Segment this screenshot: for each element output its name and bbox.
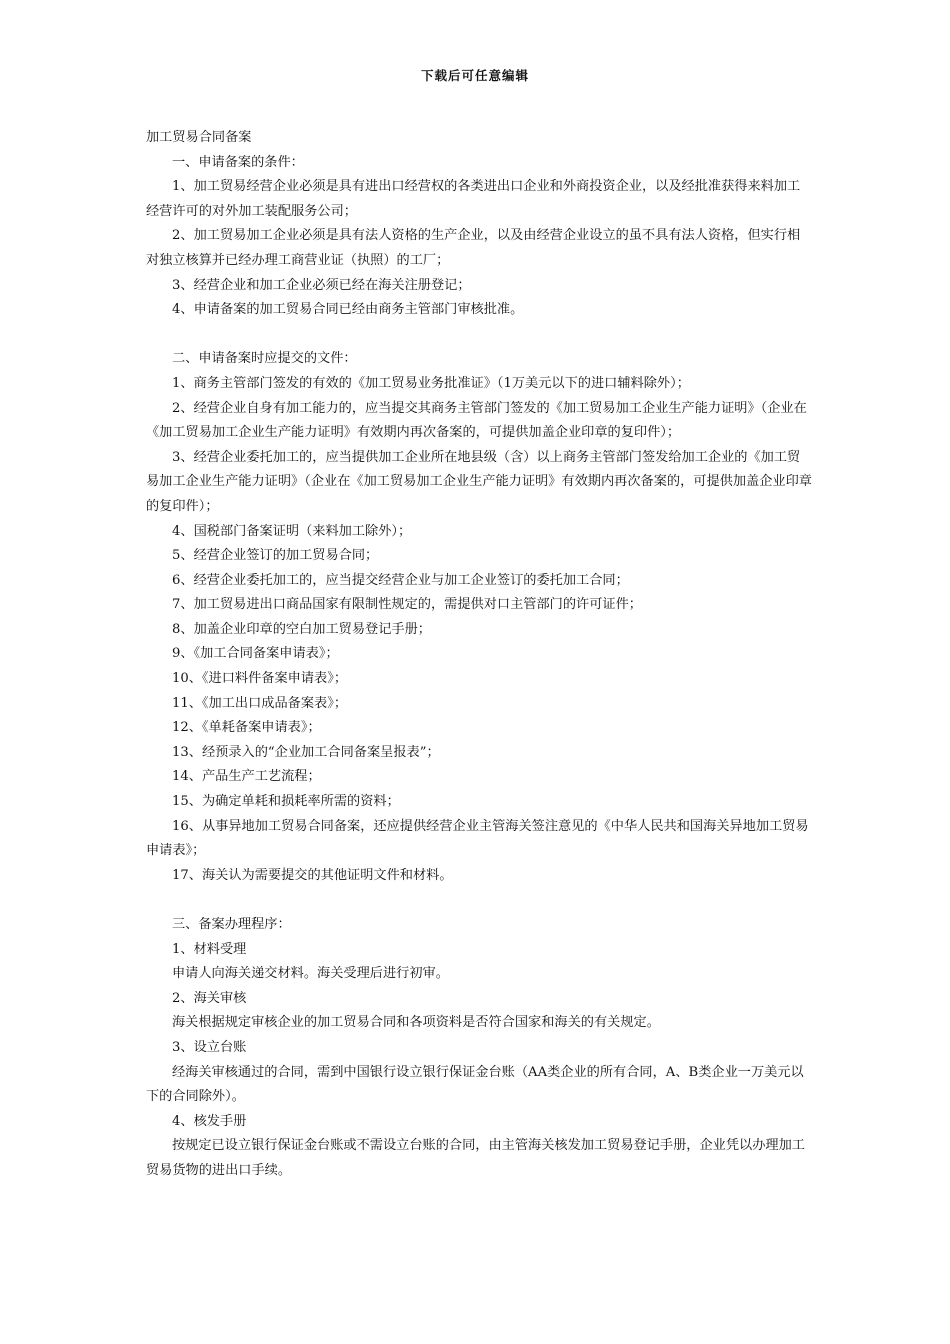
section-2-item: 2、经营企业自身有加工能力的，应当提交其商务主管部门签发的《加工贸易加工企业生产能力证明》（企业在《加工贸易加工企业生产能力证明》有效期内再次备案的，可提供加盖企业印章的复印件）； xyxy=(146,400,807,441)
section-2-item: 4、国税部门备案证明（来料加工除外）； xyxy=(172,523,412,539)
section-2-item: 9、《加工合同备案申请表》； xyxy=(172,646,339,662)
download-note: 下载后可任意编辑 xyxy=(420,68,529,83)
step-4-text: 按规定已设立银行保证金台账或不需设立台账的合同，由主管海关核发加工贸易登记手册，企业凭以办理加工贸易货物的进出口手续。 xyxy=(146,1138,805,1178)
section-2-item: 6、经营企业委托加工的，应当提交经营企业与加工企业签订的委托加工合同； xyxy=(172,572,629,588)
section-2-item: 13、经预录入的“企业加工合同备案呈报表”； xyxy=(172,744,440,760)
section-2-item: 7、加工贸易进出口商品国家有限制性规定的，需提供对口主管部门的许可证件； xyxy=(172,597,642,613)
section-2-item: 15、为确定单耗和损耗率所需的资料； xyxy=(172,794,400,810)
step-1-text: 申请人向海关递交材料。海关受理后进行初审。 xyxy=(172,966,449,982)
section-spacer xyxy=(146,323,812,348)
step-1-title: 1、材料受理 xyxy=(172,941,247,957)
section-2-item: 14、产品生产工艺流程； xyxy=(172,769,321,785)
section-2-item: 12、《单耗备案申请表》； xyxy=(172,720,321,736)
step-4-title: 4、核发手册 xyxy=(172,1113,247,1129)
step-2-title: 2、海关审核 xyxy=(172,990,247,1006)
section-1-item: 1、加工贸易经营企业必须是具有进出口经营权的各类进出口企业和外商投资企业，以及经批准获得来料加工经营许可的对外加工装配服务公司； xyxy=(146,179,801,219)
section-spacer xyxy=(146,888,812,913)
section-2-item: 3、经营企业委托加工的，应当提供加工企业所在地县级（含）以上商务主管部门签发给加工企业的《加工贸易加工企业生产能力证明》（企业在《加工贸易加工企业生产能力证明》有效期内再次备案的，可提供加盖企业印章的复印件）； xyxy=(146,449,812,514)
section-2-heading: 二、申请备案时应提交的文件： xyxy=(172,351,357,367)
section-1-item: 4、申请备案的加工贸易合同已经由商务主管部门审核批准。 xyxy=(172,302,524,318)
section-1-item: 2、加工贸易加工企业必须是具有法人资格的生产企业，以及由经营企业设立的虽不具有法人资格，但实行相对独立核算并已经办理工商营业证（执照）的工厂； xyxy=(146,228,801,268)
step-3-title: 3、设立台账 xyxy=(172,1039,247,1055)
section-2-item: 5、经营企业签订的加工贸易合同； xyxy=(172,548,379,564)
section-1-item: 3、经营企业和加工企业必须已经在海关注册登记； xyxy=(172,277,471,293)
section-2-item: 8、加盖企业印章的空白加工贸易登记手册； xyxy=(172,621,431,637)
section-1-heading: 一、申请备案的条件： xyxy=(172,154,304,170)
step-2-text: 海关根据规定审核企业的加工贸易合同和各项资料是否符合国家和海关的有关规定。 xyxy=(172,1015,660,1031)
document-body xyxy=(146,126,812,1184)
document-title: 加工贸易合同备案 xyxy=(146,130,252,145)
step-3-text: 经海关审核通过的合同，需到中国银行设立银行保证金台账（AA类企业的所有合同，A、B类企业一万美元以下的合同除外）。 xyxy=(146,1064,804,1105)
section-2-item: 10、《进口料件备案申请表》； xyxy=(172,671,348,687)
section-2-item: 1、商务主管部门签发的有效的《加工贸易业务批准证》（1万美元以下的进口辅料除外）； xyxy=(172,375,690,391)
section-2-item: 11、《加工出口成品备案表》； xyxy=(172,695,348,711)
section-3-heading: 三、备案办理程序： xyxy=(172,917,291,932)
section-2-item: 17、海关认为需要提交的其他证明文件和材料。 xyxy=(172,867,453,883)
section-2-item: 16、从事异地加工贸易合同备案，还应提供经营企业主管海关签注意见的《中华人民共和国海关异地加工贸易申请表》； xyxy=(146,818,809,859)
